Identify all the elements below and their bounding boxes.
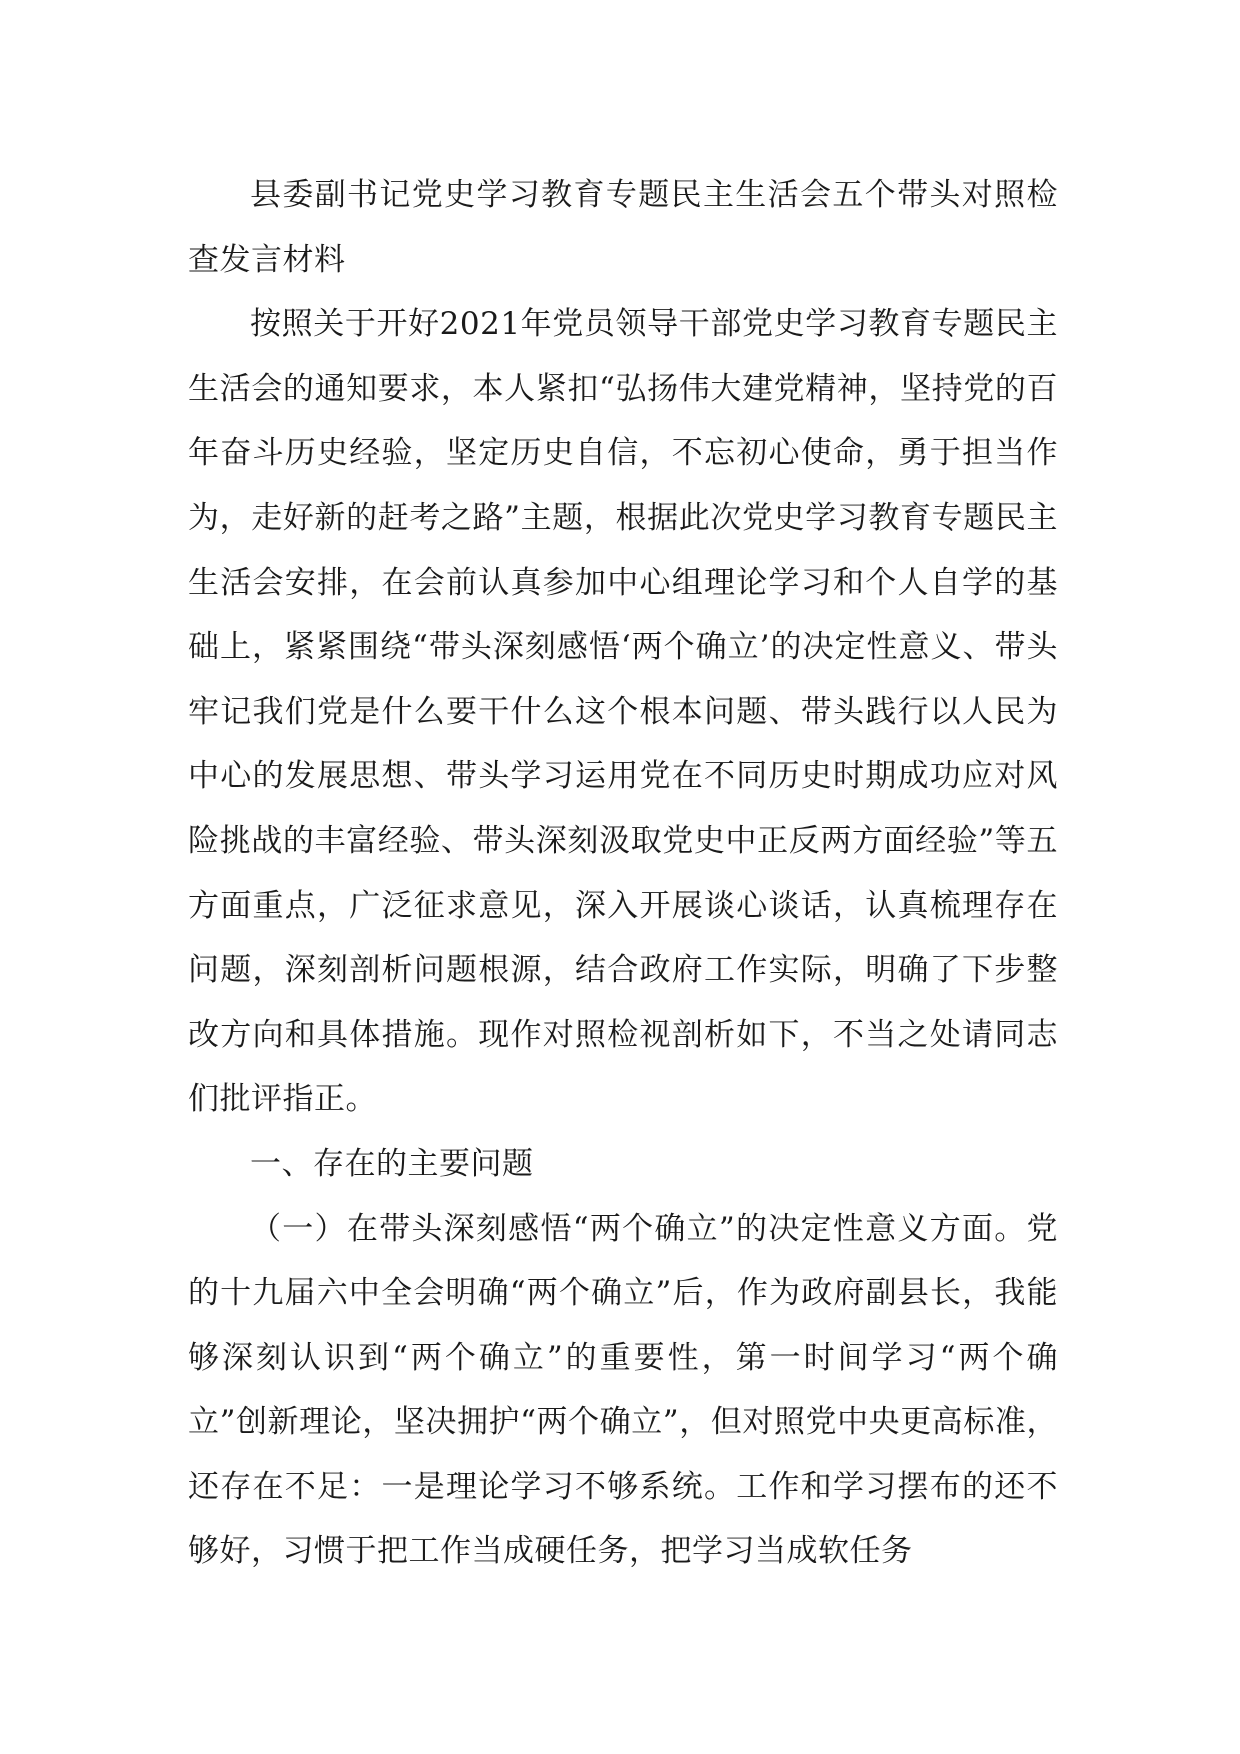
section-paragraph: （一）在带头深刻感悟“两个确立”的决定性意义方面。党的十九届六中全会明确“两个确立”后，作为政府副县长，我能够深刻认识到“两个确立”的重要性，第一时间学习“两个确立”创新理论，坚决拥护“两个确立”，但对照党中央更高标准，还存在不足：一是理论学习不够系统。工作和学习摆布的还不够好，习惯于把工作当成硬任务，把学习当成软任务 [188, 1210, 1058, 1570]
section-heading: 一、存在的主要问题 [250, 1145, 534, 1182]
intro-paragraph: 按照关于开好2021年党员领导干部党史学习教育专题民主生活会的通知要求，本人紧扣“弘扬伟大建党精神，坚持党的百年奋斗历史经验，坚定历史自信，不忘初心使命，勇于担当作为，走好新的赶考之路”主题，根据此次党史学习教育专题民主生活会安排，在会前认真参加中心组理论学习和个人自学的基础上，紧紧围绕“带头深刻感悟‘两个确立’的决定性意义、带头牢记我们党是什么要干什么这个根本问题、带头践行以人民为中心的发展思想、带头学习运用党在不同历史时期成功应对风险挑战的丰富经验、带头深刻汲取党史中正反两方面经验”等五方面重点，广泛征求意见，深入开展谈心谈话，认真梳理存在问题，深刻剖析问题根源，结合政府工作实际，明确了下步整改方向和具体措施。现作对照检视剖析如下，不当之处请同志们批评指正。 [188, 306, 1058, 1118]
document-body [188, 163, 1058, 1584]
document-title: 县委副书记党史学习教育专题民主生活会五个带头对照检查发言材料 [188, 177, 1058, 278]
